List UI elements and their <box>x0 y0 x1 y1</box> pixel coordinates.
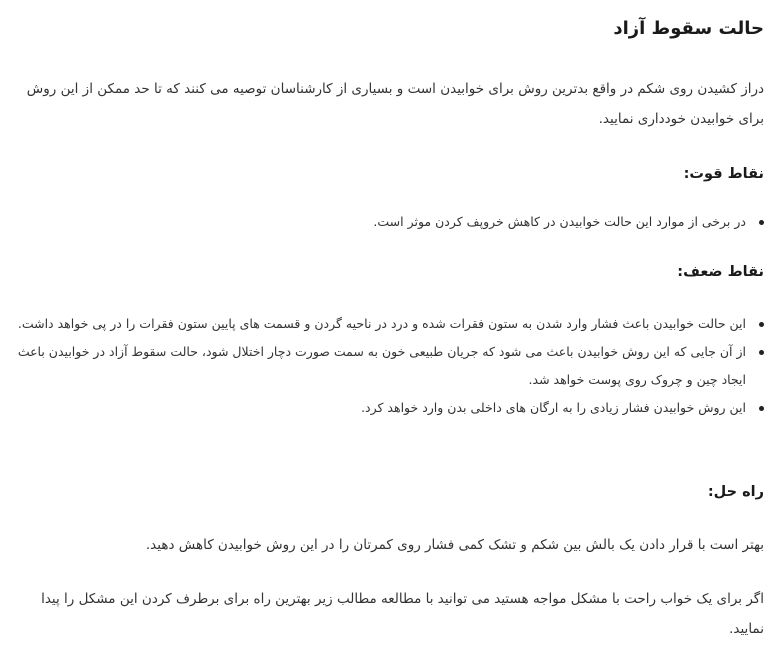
list-item-text: این روش خوابیدن فشار زیادی را به ارگان های داخلی بدن وارد خواهد کرد. <box>361 400 746 415</box>
bullet-icon <box>759 220 764 225</box>
section-title: حالت سقوط آزاد <box>613 18 764 39</box>
bullet-icon <box>759 406 764 411</box>
list-item-text: این حالت خوابیدن باعث فشار وارد شدن به ستون فقرات شده و درد در ناحیه گردن و قسمت های پایین ستون فقرات را در پی خواهد داشت. <box>17 316 746 331</box>
solution-heading: راه حل: <box>707 484 764 500</box>
list-item <box>0 208 746 236</box>
intro-paragraph: دراز کشیدن روی شکم در واقع بدترین روش برای خوابیدن است و بسیاری از کارشناسان توصیه می کنند که تا حد ممکن از این روش برای خوابیدن خودداری نمایید. <box>26 81 764 127</box>
list-item-text: از آن جایی که این روش خوابیدن باعث می شود که جریان طبیعی خون به سمت صورت دچار اختلال شود، حالت سقوط آزاد در خوابیدن باعث ایجاد چین و چروک روی پوست خواهد شد. <box>17 344 746 387</box>
weaknesses-list <box>0 310 746 422</box>
solution-paragraph: بهتر است با قرار دادن یک بالش بین شکم و تشک کمی فشار روی کمرتان را در این روش خوابیدن کاهش دهید. <box>145 537 764 553</box>
list-item-text: در برخی از موارد این حالت خوابیدن در کاهش خروپف کردن موثر است. <box>373 214 746 229</box>
strengths-heading: نقاط قوت: <box>683 166 764 182</box>
bullet-icon <box>759 322 764 327</box>
weaknesses-heading: نقاط ضعف: <box>677 264 764 280</box>
strengths-list <box>0 208 746 236</box>
list-item <box>0 394 746 422</box>
list-item <box>0 310 746 338</box>
list-item <box>0 338 746 394</box>
bullet-icon <box>759 350 764 355</box>
closing-paragraph: اگر برای یک خواب راحت با مشکل مواجه هستید می توانید با مطالعه مطالب زیر بهترین راه برای برطرف کردن این مشکل را پیدا نمایید. <box>41 591 764 637</box>
